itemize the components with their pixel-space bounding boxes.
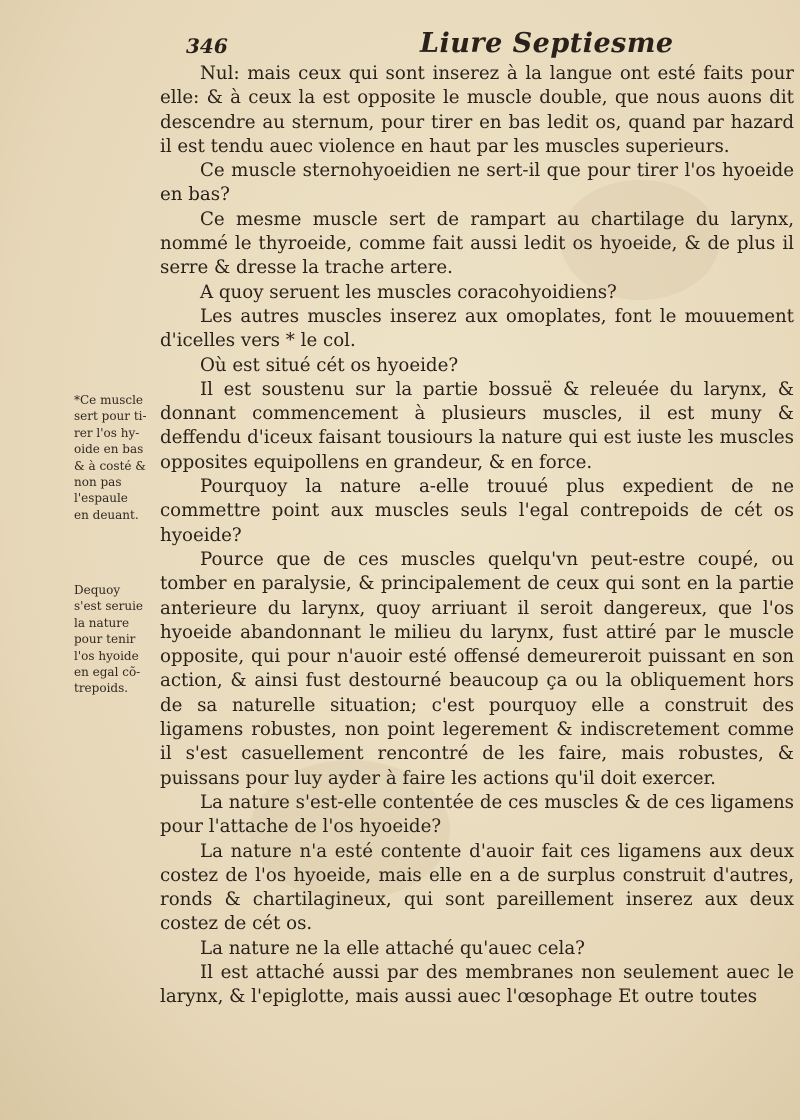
margin-note-line: l'espaule [74,491,128,506]
margin-note-line: pour tenir [74,632,136,647]
margin-note-line: en deuant. [74,507,139,522]
page-number: 346 [186,34,228,58]
margin-note-line: la nature [74,615,130,630]
paragraph: La nature s'est-elle contentée de ces muscles & de ces ligamens pour l'attache de l'os hyoeide? [160,791,794,838]
paragraph: Ce mesme muscle sert de rampart au chartilage du larynx, nommé le thyroeide, comme fait aussi ledit os hyoeide, & de plus il serre & dresse la trache artere. [160,208,794,279]
margin-note-line: trepoids. [74,681,129,696]
margin-note [74,392,164,523]
page-header [0,26,800,62]
main-text [160,62,794,1010]
paragraph: Il est soustenu sur la partie bossuë & releuée du larynx, & donnant commencement à plusieurs muscles, il est muny & deffendu d'iceux faisant tousiours la nature qui est iuste les muscles opposites equipollens en grandeur, & en force. [160,378,794,473]
margin-note [74,582,164,697]
paragraph: Où est situé cét os hyoeide? [200,354,459,376]
paragraph: La nature ne la elle attaché qu'auec cela? [200,937,585,959]
paragraph: Il est attaché aussi par des membranes non seulement auec le larynx, & l'epiglotte, mais aussi auec l'œsophage Et outre toutes [160,961,794,1008]
margin-note-line: rer l'os hy- [74,425,140,440]
margin-note-line: Dequoy [74,583,121,597]
margin-note-line: sert pour ti- [74,409,147,424]
paragraph: La nature n'a esté contente d'auoir fait ces ligamens aux deux costez de l'os hyoeide, mais elle en a de surplus construit d'autres, ronds & chartilagineux, qui sont pareillement inserez aux deux costez de cét os. [160,840,794,935]
margin-note-line: s'est seruie [74,599,144,614]
paragraph: Pourquoy la nature a-elle trouué plus expedient de ne commettre point aux muscles seuls l'egal contrepoids de cét os hyoeide? [160,476,794,546]
paragraph: Nul: mais ceux qui sont inserez à la langue ont esté faits pour elle: & à ceux la est opposite le muscle double, que nous auons dit descendre au sternum, pour tirer en bas ledit os, quand par hazard il est tendu auec violence en haut par les muscles superieurs. [160,63,794,157]
margin-note-line: non pas [74,475,122,490]
running-head: Liure Septiesme [420,28,674,59]
paragraph: Ce muscle sternohyoeidien ne sert-il que pour tirer l'os hyoeide en bas? [160,160,794,206]
margin-note-line: & à costé & [74,458,146,473]
margin-note-line: l'os hyoide [74,648,139,663]
margin-note-line: *Ce muscle [74,393,144,407]
margin-note-line: en egal cõ- [74,665,141,680]
paragraph: Pource que de ces muscles quelqu'vn peut-estre coupé, ou tomber en paralysie, & principalement de ceux qui sont en la partie anterieure du larynx, quoy arriuant il seroit dangereux, que l'os hyoeide abandonnant le milieu du larynx, fust attiré par le muscle opposite, qui pour n'auoir esté offensé demeureroit puissant en son action, & ainsi fust destourné beaucoup ça ou la obliquement hors de sa naturelle situation; c'est pourquoy elle a construit des ligamens robustes, non point legerement & indiscretement comme il s'est casuellement rencontré de les faire, mais robustes, & puissans pour luy ayder à faire les actions qu'il doit exercer. [160,548,794,789]
margin-note-line: oide en bas [74,442,144,457]
paragraph: A quoy seruent les muscles coracohyoidiens? [200,281,617,303]
paragraph: Les autres muscles inserez aux omoplates, font le mouuement d'icelles vers * le col. [160,305,794,352]
